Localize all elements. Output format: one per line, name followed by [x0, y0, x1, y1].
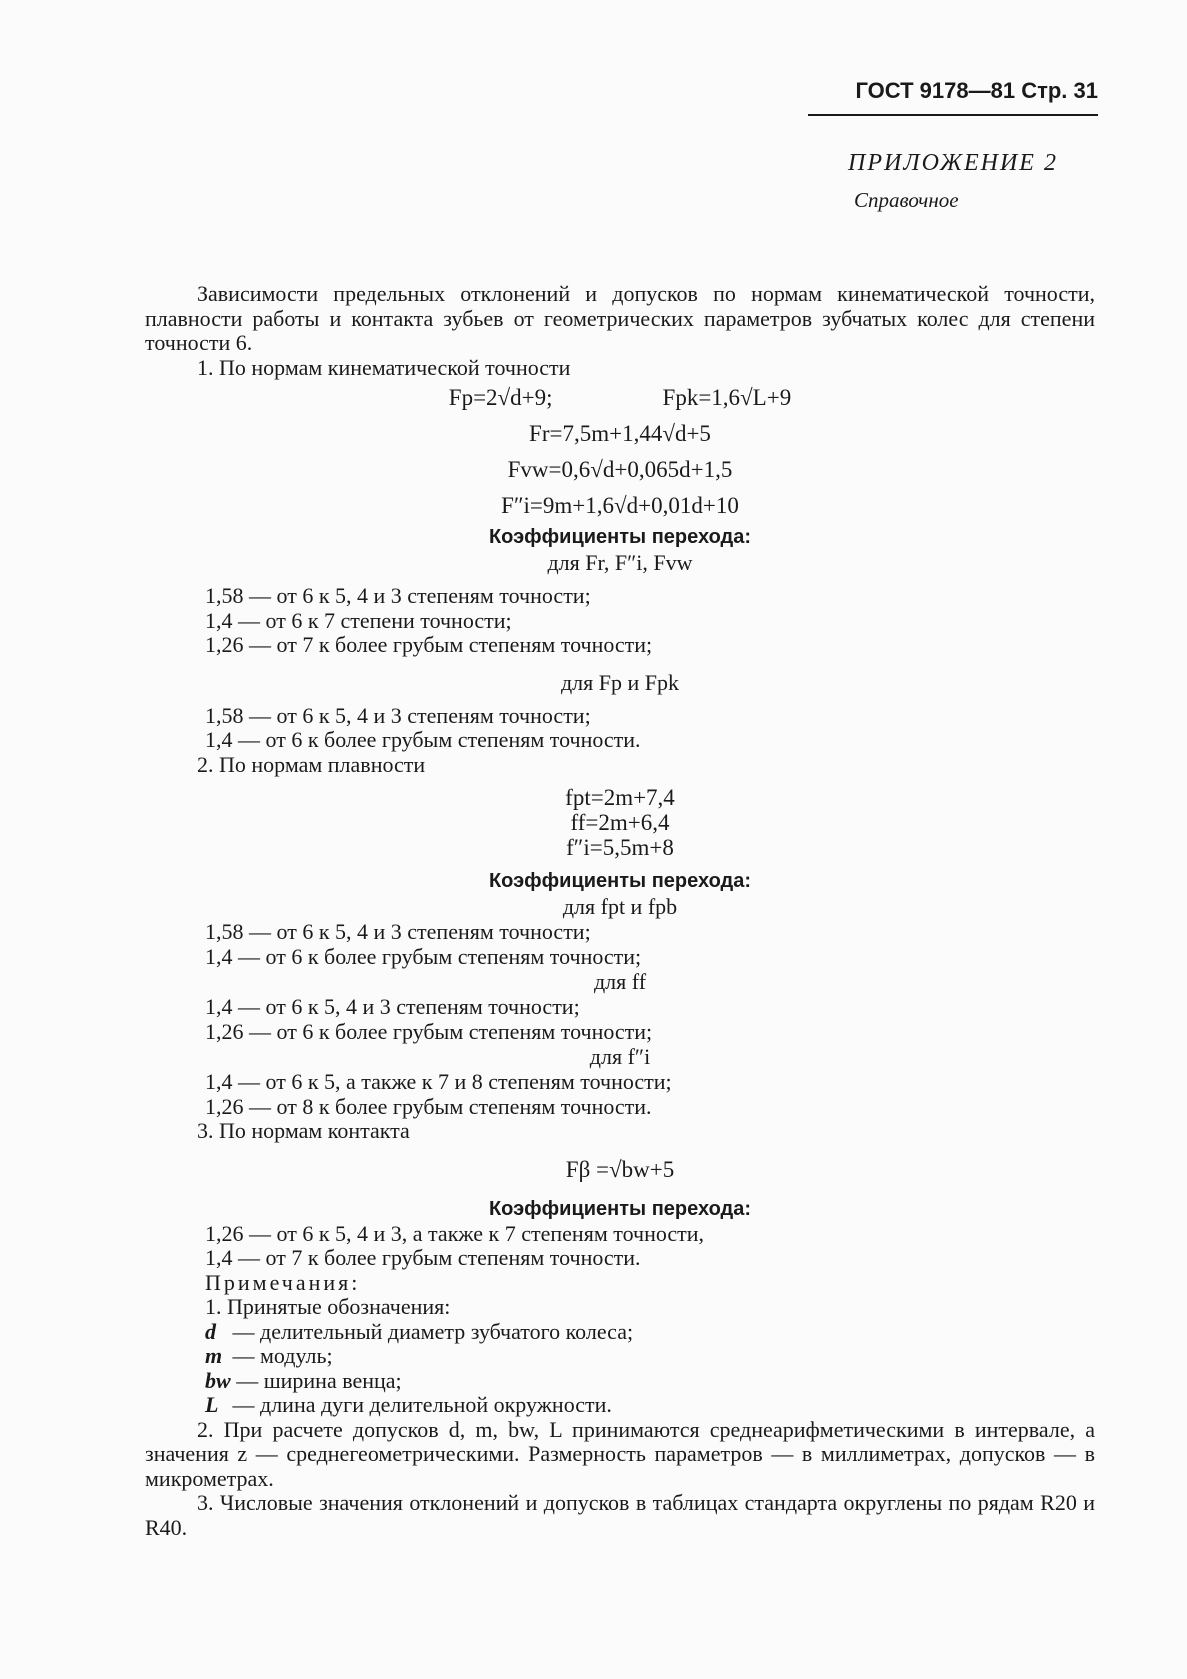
- section2-title: 2. По нормам плавности: [197, 751, 426, 777]
- definition-text: — делительный диаметр зубчатого колеса;: [232, 1318, 634, 1344]
- definition: [145, 1320, 1095, 1345]
- coef-line: 1,26 — от 6 к 5, 4 и 3, а также к 7 степеням точности,: [205, 1220, 705, 1246]
- coef-line: 1,4 — от 6 к 5, 4 и 3 степеням точности;: [205, 994, 580, 1019]
- coef-line: 1,58 — от 6 к 5, 4 и 3 степеням точности;: [205, 919, 591, 944]
- note1-title: 1. Принятые обозначения:: [205, 1294, 451, 1319]
- symbol: d: [205, 1318, 216, 1344]
- page-content: [145, 282, 1095, 1540]
- symbol: L: [205, 1392, 219, 1417]
- section1-title: 1. По нормам кинематической точности: [197, 354, 571, 380]
- group-label: для fpt и fpb: [562, 894, 678, 919]
- definition-text: — ширина венца;: [236, 1367, 402, 1393]
- page-header: ГОСТ 9178—81 Стр. 31: [808, 78, 1098, 116]
- note2: 2. При расчете допусков d, m, bw, L принимаются среднеарифметическими в интервале, а значения z — среднегеометрическими. Размерность параметров — в миллиметрах, допусков — в микрометрах.: [145, 1416, 1095, 1491]
- group-label: для f″i: [589, 1044, 651, 1069]
- formula-row: [145, 380, 1095, 416]
- formula-fvw: Fvw=0,6√d+0,065d+1,5: [507, 457, 733, 482]
- symbol: m: [205, 1343, 223, 1368]
- note3: 3. Числовые значения отклонений и допусков в таблицах стандарта округлены по рядам R20 и R40.: [145, 1490, 1095, 1540]
- coef-title: Коэффициенты перехода:: [488, 1197, 752, 1220]
- group-label: для Fr, F″i, Fvw: [547, 550, 693, 575]
- appendix-subtitle: Справочное: [854, 188, 959, 212]
- coef-line: 1,26 — от 8 к более грубым степеням точности.: [205, 1093, 652, 1119]
- coef-line: 1,58 — от 6 к 5, 4 и 3 степеням точности;: [205, 702, 591, 728]
- coef-title: Коэффициенты перехода:: [488, 870, 752, 892]
- symbol: bw: [205, 1367, 231, 1393]
- coef-line: 1,26 — от 7 к более грубым степеням точности;: [205, 632, 653, 657]
- formula-fi: F″i=9m+1,6√d+0,01d+10: [501, 493, 739, 518]
- definition: [145, 1393, 1095, 1418]
- formula-fpt: fpt=2m+7,4: [565, 785, 675, 810]
- coef-line: 1,4 — от 6 к более грубым степеням точности.: [205, 727, 641, 752]
- definition: [145, 1369, 1095, 1394]
- formula-fi2: f″i=5,5m+8: [566, 835, 674, 860]
- section3-title: 3. По нормам контакта: [197, 1118, 410, 1143]
- coef-line: 1,4 — от 6 к 5, а также к 7 и 8 степеням точности;: [205, 1069, 672, 1094]
- intro-paragraph: Зависимости предельных отклонений и допусков по нормам кинематической точности, плавности работы и контакта зубьев от геометрических параметров зубчатых колес для степени точности 6.: [145, 281, 1095, 355]
- notes-title: Примечания:: [205, 1269, 361, 1295]
- appendix-title: ПРИЛОЖЕНИЕ 2: [848, 150, 1058, 176]
- coef-line: 1,4 — от 7 к более грубым степеням точности.: [205, 1245, 641, 1270]
- group-label: для ff: [593, 969, 647, 994]
- definition-text: — модуль;: [232, 1343, 333, 1368]
- formula-fpk: Fpk=1,6√L+9: [662, 385, 792, 410]
- definition: [145, 1344, 1095, 1369]
- formula-ff: ff=2m+6,4: [570, 810, 670, 835]
- group-label: для Fp и Fpk: [560, 669, 680, 695]
- formula-fbeta: Fβ =√bw+5: [565, 1156, 675, 1182]
- formula-fr: Fr=7,5m+1,44√d+5: [529, 421, 711, 446]
- coef-title: Коэффициенты перехода:: [488, 526, 752, 548]
- coef-line: 1,58 — от 6 к 5, 4 и 3 степеням точности;: [205, 583, 591, 608]
- coef-line: 1,4 — от 6 к более грубым степеням точности;: [205, 943, 642, 969]
- formula-fp: Fp=2√d+9;: [448, 385, 553, 410]
- coef-line: 1,4 — от 6 к 7 степени точности;: [205, 607, 512, 633]
- coef-line: 1,26 — от 6 к более грубым степеням точности;: [205, 1018, 653, 1044]
- definition-text: — длина дуги делительной окружности.: [232, 1392, 612, 1417]
